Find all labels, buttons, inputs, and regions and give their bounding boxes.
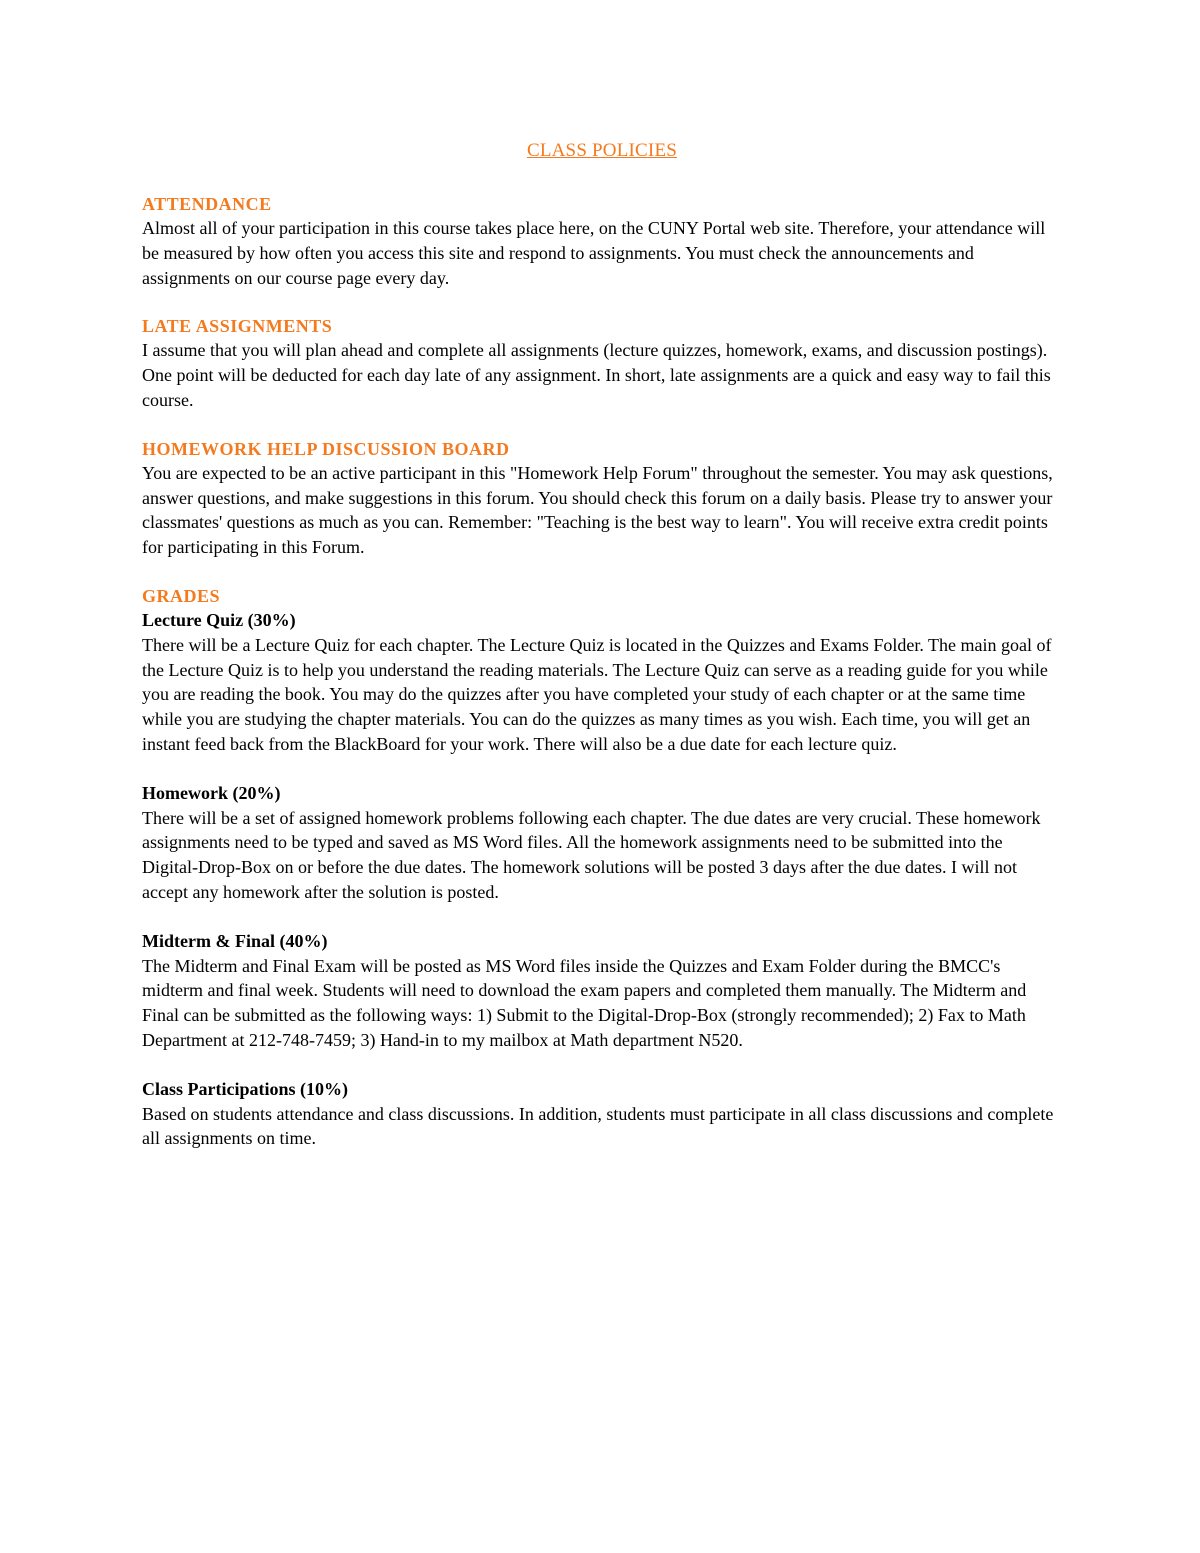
grade-item-midterm-final (142, 929, 1062, 1053)
page-title: CLASS POLICIES (526, 140, 678, 161)
document-page (142, 140, 1062, 1175)
section-heading-homework-help: HOMEWORK HELP DISCUSSION BOARD (142, 438, 510, 459)
section-heading-late-assignments: LATE ASSIGNMENTS (142, 316, 333, 337)
grade-item-homework (142, 781, 1062, 905)
section-body-attendance: Almost all of your participation in this course takes place here, on the CUNY Portal web site. Therefore, your attendance will be measured by how often you access this site and respond to assignments. You must check the announcements and assignments on our course page every day. (142, 218, 1046, 288)
grade-heading-midterm-final: Midterm & Final (40%) (142, 930, 328, 951)
grade-item-class-participation (142, 1077, 1062, 1151)
grade-item-lecture-quiz (142, 608, 1062, 757)
grade-body-midterm-final: The Midterm and Final Exam will be posted as MS Word files inside the Quizzes and Exam Folder during the BMCC's midterm and final week. Students will need to download the exam papers and completed them manually. The Midterm and Final can be submitted as the following ways: 1) Submit to the Digital-Drop-Box (strongly recommended); 2) Fax to Math Department at 212-748-7459; 3) Hand-in to my mailbox at Math department N520. (142, 955, 1027, 1050)
grade-body-class-participation: Based on students attendance and class discussions. In addition, students must participate in all class discussions and complete all assignments on time. (142, 1103, 1054, 1149)
grade-heading-homework: Homework (20%) (142, 782, 281, 803)
grade-heading-class-participation: Class Participations (10%) (142, 1078, 348, 1099)
section-grades (142, 584, 1062, 1151)
section-heading-attendance: ATTENDANCE (142, 194, 272, 214)
section-heading-grades: GRADES (142, 585, 221, 606)
grade-body-homework: There will be a set of assigned homework problems following each chapter. The due dates are very crucial. These homework assignments need to be typed and saved as MS Word files. All the homework assignments need to be submitted into the Digital-Drop-Box on or before the due dates. The homework solutions will be posted 3 days after the due dates. I will not accept any homework after the solution is posted. (142, 807, 1041, 902)
grade-body-lecture-quiz: There will be a Lecture Quiz for each chapter. The Lecture Quiz is located in the Quizzes and Exams Folder. The main goal of the Lecture Quiz is to help you understand the reading materials. The Lecture Quiz can serve as a reading guide for you while you are reading the book. You may do the quizzes after you have completed your study of each chapter or at the same time while you are studying the chapter materials. You can do the quizzes as many times as you wish. Each time, you will get an instant feed back from the BlackBoard for your work. There will also be a due date for each lecture quiz. (142, 634, 1052, 754)
section-late-assignments (142, 314, 1062, 412)
section-body-homework-help: You are expected to be an active participant in this "Homework Help Forum" throughout the semester. You may ask questions, answer questions, and make suggestions in this forum. You should check this forum on a daily basis. Please try to answer your classmates' questions as much as you can. Remember: "Teaching is the best way to learn". You will receive extra credit points for participating in this Forum. (142, 462, 1053, 558)
section-homework-help (142, 437, 1062, 560)
section-body-late-assignments: I assume that you will plan ahead and complete all assignments (lecture quizzes, homework, exams, and discussion postings). One point will be deducted for each day late of any assignment. In short, late assignments are a quick and easy way to fail this course. (142, 340, 1051, 410)
section-attendance (142, 192, 1062, 290)
grade-heading-lecture-quiz: Lecture Quiz (30%) (142, 609, 296, 630)
